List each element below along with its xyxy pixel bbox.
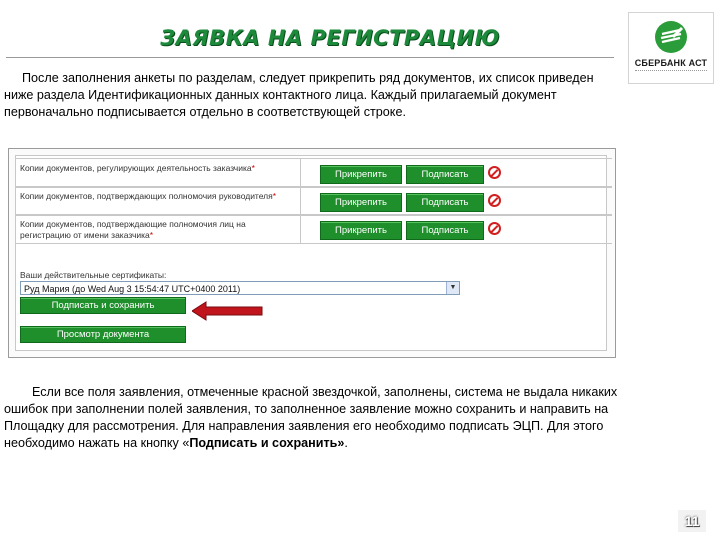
preview-document-button[interactable]: Просмотр документа	[20, 326, 186, 343]
sign-button[interactable]: Подписать	[406, 193, 484, 212]
attach-button[interactable]: Прикрепить	[320, 193, 402, 212]
left-arrow-icon	[192, 300, 264, 322]
cancel-icon[interactable]	[488, 194, 501, 207]
instructions-text: Если все поля заявления, отмеченные красной звездочкой, заполнены, система не выдала никаких ошибок при заполнении полей заявления, то заполненное заявление можно сохранить и направить на Площадку для рассмотрения. Для направления заявления его необходимо подписать ЭЦП. Для этого необходимо нажать на кнопку «	[4, 385, 618, 450]
page-number: 11	[678, 510, 706, 532]
row-separator	[300, 159, 301, 187]
logo-underline	[635, 70, 707, 75]
certificate-selected-value: Руд Мария (до Wed Aug 3 15:54:47 UTC+0400 2011)	[24, 284, 241, 294]
document-row	[16, 158, 612, 188]
cancel-icon[interactable]	[488, 222, 501, 235]
intro-paragraph	[4, 70, 616, 121]
sberbank-ast-logo	[628, 12, 714, 84]
row-separator	[300, 215, 301, 243]
instructions-bold-text: Подписать и сохранить»	[189, 436, 345, 450]
chevron-down-icon[interactable]: ▼	[446, 282, 459, 294]
cancel-icon[interactable]	[488, 166, 501, 179]
title-divider	[6, 57, 614, 58]
sign-and-save-button[interactable]: Подписать и сохранить	[20, 297, 186, 314]
sign-button[interactable]: Подписать	[406, 165, 484, 184]
document-row	[16, 186, 612, 216]
instructions-paragraph	[4, 384, 656, 452]
row-separator	[300, 187, 301, 215]
certificate-select[interactable]	[20, 281, 460, 295]
sberbank-logo-icon	[653, 19, 689, 55]
document-label: Копии документов, подтверждающих полномочия руководителя*	[20, 191, 277, 201]
intro-text: После заполнения анкеты по разделам, следует прикрепить ряд документов, их список приведен ниже раздела Идентификационных данных контактного лица. Каждый прилагаемый документ первоначально подписывается отдельно в соответствующей строке.	[4, 71, 594, 119]
slide-title: ЗАЯВКА НА РЕГИСТРАЦИЮ	[160, 26, 500, 50]
sign-button[interactable]: Подписать	[406, 221, 484, 240]
document-row	[16, 214, 612, 244]
certificates-label: Ваши действительные сертификаты:	[20, 270, 167, 280]
attach-button[interactable]: Прикрепить	[320, 221, 402, 240]
document-label: Копии документов, подтверждающие полномочия лиц на регистрацию от имени заказчика*	[20, 219, 246, 240]
logo-text: СБЕРБАНК АСТ	[634, 58, 708, 68]
document-label: Копии документов, регулирующих деятельность заказчика*	[20, 163, 255, 173]
instructions-end: .	[344, 436, 348, 450]
attach-button[interactable]: Прикрепить	[320, 165, 402, 184]
